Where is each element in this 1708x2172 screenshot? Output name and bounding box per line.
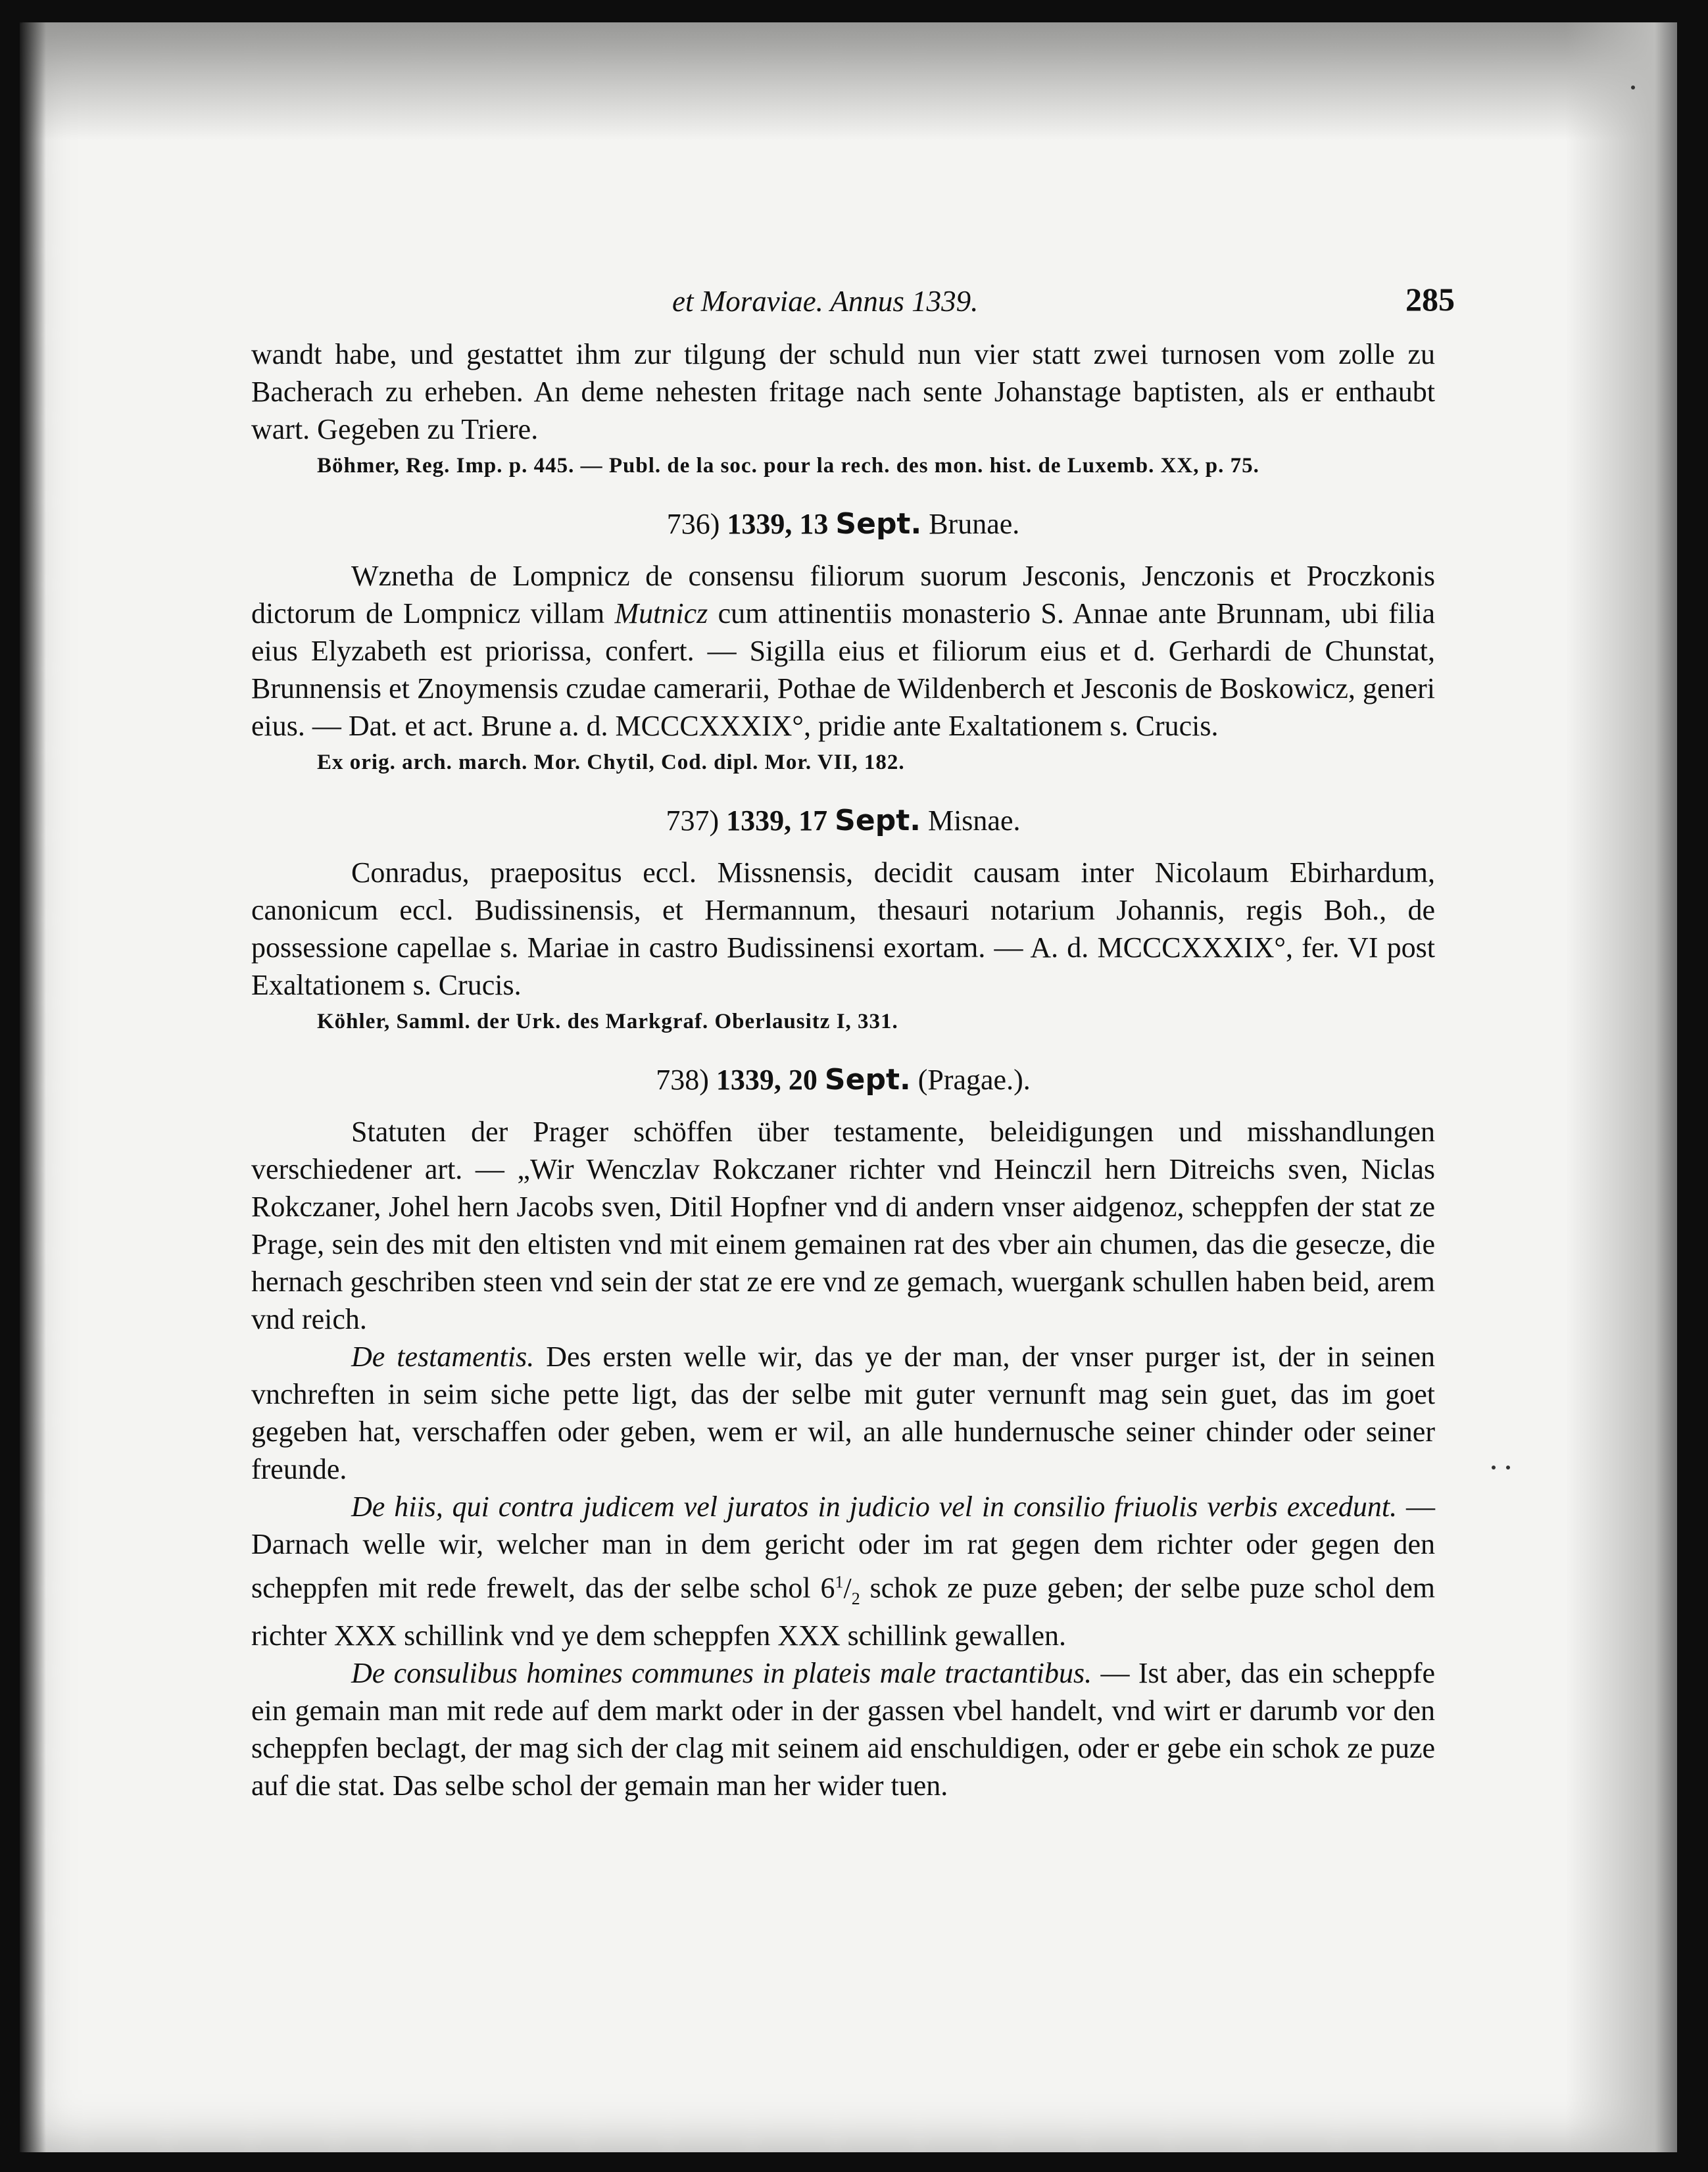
page-number: 285 [1405,281,1455,318]
entry-source-737: Köhler, Samml. der Urk. des Markgraf. Oberlausitz I, 331. [317,1010,898,1033]
page-shadow-right [1565,22,1677,2152]
entry-number: 738) [656,1064,709,1096]
statute-heading: De hiis, qui contra judicem vel juratos in judicio vel in consilio friuolis verbis excedunt. [351,1491,1398,1523]
statute-text: schok ze puze geben; der selbe puze schol dem richter XXX schillink vnd ye dem scheppfen XXX schillink gewallen. [251,1571,1435,1652]
entry-month: Sept. [835,804,921,837]
entry-text-part: cum attinentiis monasterio S. Annae ante Brunnam, ubi filia eius Elyzabeth est priorissa, confert. — Sigilla eius et filiorum eius et d. Gerhardi de Chunstat, Brunnensis et Znoymensis czudae camerarii, Pothae de Wildenberch et Jesconis de Boskowicz, generi eius. — Dat. et act. Brune a. d. MCCCXXXIX°, pridie ante Exaltationem s. Crucis. [251,597,1436,742]
entry-place: Misnae. [927,804,1021,837]
entry-number: 737) [666,804,720,837]
running-head [251,276,1455,335]
entry-number: 736) [666,508,720,540]
intro-text: wandt habe, und gestattet ihm zur tilgung der schuld nun vier statt zwei turnosen vom zolle zu Bacherach zu erheben. An deme nehesten fritage nach sente Johanstage baptisten, als er enthaubt wart. Gegeben zu Triere. [251,338,1435,445]
speck-mark [1631,86,1635,89]
entry-text-738: Statuten der Prager schöffen über testamente, beleidigungen und misshandlungen verschiedener art. — „Wir Wenczlav Rokczaner richter vnd Heinczil hern Ditreichs sven, Niclas Rokczaner, Johel hern Jacobs sven, Ditil Hopfner vnd di andern vnser aidgenoz, scheppfen der stat ze Prage, sein des mit den eltisten vnd mit einem gemainen rat des vber ain chumen, das die gesecze, die hernach geschriben steen vnd sein der stat ze ere vnd ze gemach, wuergank schullen haben beid, arem vnd reich. [251,1116,1435,1335]
statute-heading: De testamentis. [351,1341,535,1373]
entry-place: Brunae. [929,508,1020,540]
entry-text-736 [251,557,1435,745]
entry-heading-737 [251,801,1435,841]
statute-consulibus [251,1654,1435,1804]
entry-text-737: Conradus, praepositus eccl. Missnensis, decidit causam inter Nicolaum Ebirhardum, canonicum eccl. Budissinensis, et Hermannum, thesauri notarium Johannis, regis Boh., de possessione capellae s. Mariae in castro Budissinensi exortam. — A. d. MCCCXXXIX°, fer. VI post Exaltationem s. Crucis. [251,856,1435,1001]
page-shadow-left [20,22,46,2152]
intro-source: Böhmer, Reg. Imp. p. 445. — Publ. de la soc. pour la rech. des mon. hist. de Luxemb. XX, p. 75. [317,454,1259,478]
running-head-title: et Moraviae. Annus 1339. [672,285,979,318]
statute-text: — Darnach welle wir, welcher man in dem gericht oder im rat gegen dem richter oder gegen den scheppfen mit rede frewelt, das der selbe schol 6 [251,1491,1435,1604]
entry-date: 1339, 13 [727,508,829,540]
entry-place-name: Mutnicz [614,597,708,629]
fraction-numerator: 1 [835,1572,844,1591]
speck-mark [1492,1466,1496,1469]
page-shadow-top [20,22,1677,141]
entry-place: (Pragae.). [917,1064,1031,1096]
statute-testamentis [251,1338,1435,1488]
speck-mark [1506,1466,1510,1469]
fraction-denominator: 2 [851,1589,860,1608]
entry-source-736: Ex orig. arch. march. Mor. Chytil, Cod. dipl. Mor. VII, 182. [317,751,905,774]
page-content [251,276,1455,1804]
entry-text-part: Wznetha de Lompnicz de consensu filiorum suorum Jesconis, Jenczonis et Proczkonis dictorum de Lompnicz villam [251,560,1435,629]
statute-text: Des ersten welle wir, das ye der man, der vnser purger ist, der in seinen vnchreften in seim siche pette ligt, das der selbe mit guter vernunft mag sein guet, das im goet gegeben hat, verschaffen oder geben, wem er wil, an alle hundernusche seiner chinder oder seiner freunde. [251,1341,1436,1485]
statute-text: — Ist aber, das ein scheppfe ein gemain man mit rede auf dem markt oder in der gassen vbel handelt, vnd wirt er darumb vor den scheppfen beclagt, der mag sich der clag mit seinem aid enschuldigen, oder er gebe ein schok ze puze auf die stat. Das selbe schol der gemain man her wider tuen. [251,1657,1436,1802]
statute-judicem [251,1488,1435,1654]
statute-heading: De consulibus homines communes in plateis male tractantibus. [351,1657,1092,1690]
entry-heading-738 [251,1060,1435,1100]
entry-month: Sept. [824,1063,911,1097]
entry-month: Sept. [835,507,922,541]
entry-date: 1339, 20 [716,1064,817,1096]
entry-heading-736 [251,505,1435,544]
entry-date: 1339, 17 [726,804,828,837]
fraction: $^1/_2$ [835,1571,860,1608]
